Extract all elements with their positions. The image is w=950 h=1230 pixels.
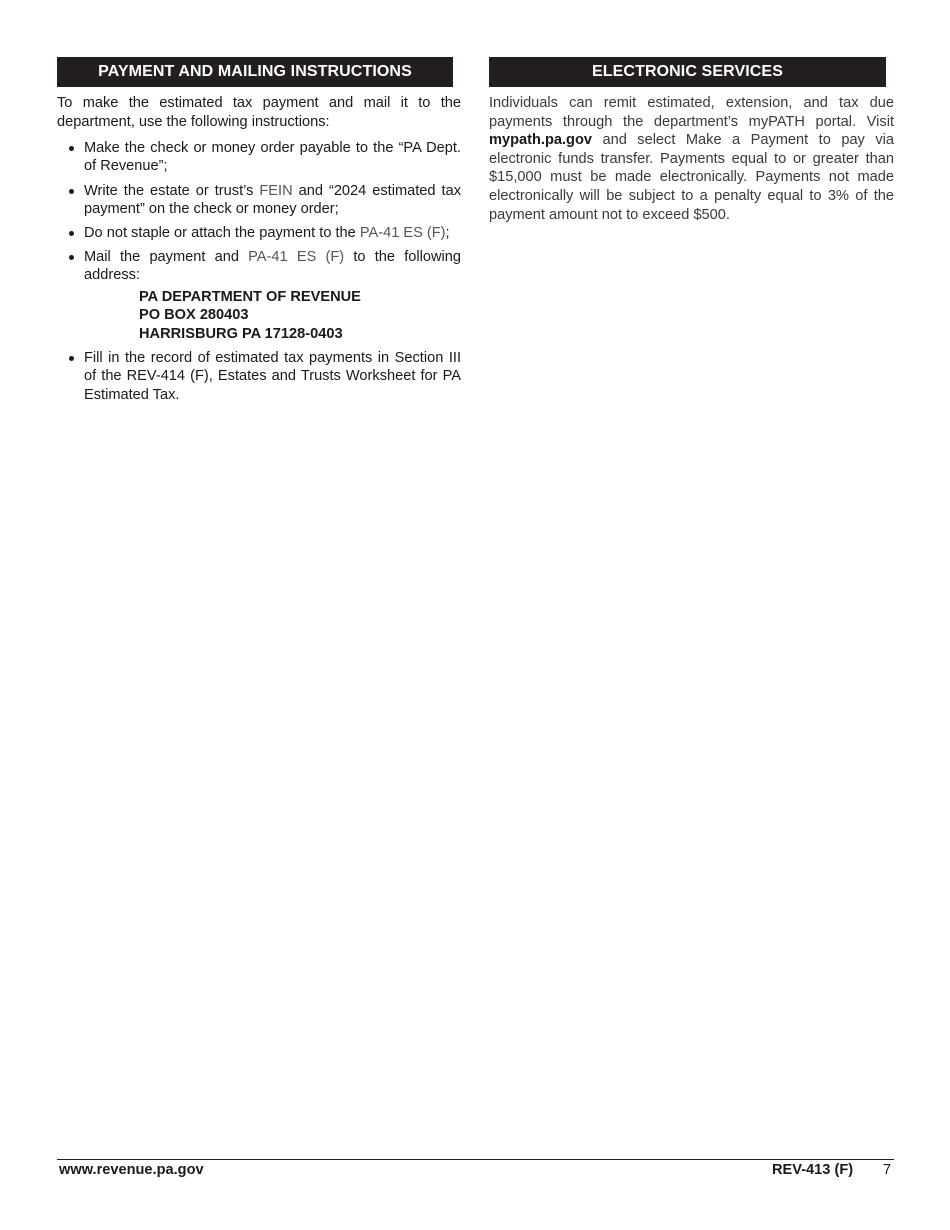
fein-text: FEIN (259, 182, 293, 199)
list-item (57, 139, 461, 175)
form-reference: PA-41 ES (F) (248, 249, 345, 266)
list-item (57, 182, 461, 218)
electronic-services-section (489, 57, 894, 224)
instruction-text: and “2024 estimated tax payment” on the check or money order; (84, 182, 461, 217)
bullet-icon (69, 146, 74, 151)
instruction-text: Write the estate or trust’s (84, 182, 260, 199)
instruction-text: Fill in the record of estimated tax payments in Section III of the REV-414 (F), Estates and Trusts Worksheet for PA Estimated Tax. (84, 350, 461, 403)
footer-divider (57, 1159, 894, 1160)
list-item (57, 224, 461, 242)
footer-website[interactable]: www.revenue.pa.gov (59, 1162, 204, 1178)
mypath-link[interactable]: mypath.pa.gov (489, 132, 592, 149)
payment-intro-text: To make the estimated tax payment and mail it to the department, use the following instructions: (57, 95, 461, 130)
electronic-services-text (489, 94, 894, 224)
mailing-address (139, 288, 461, 344)
instruction-text: Do not staple or attach the payment to the (84, 225, 360, 241)
instruction-list (57, 139, 461, 404)
instruction-text: Mail the payment and (84, 249, 249, 266)
list-item (57, 349, 461, 404)
electronic-section-heading: ELECTRONIC SERVICES (489, 57, 886, 87)
payment-section-heading: PAYMENT AND MAILING INSTRUCTIONS (57, 57, 453, 87)
address-line: HARRISBURG PA 17128-0403 (139, 325, 343, 342)
payment-instructions-section (57, 57, 461, 410)
address-line: PA DEPARTMENT OF REVENUE (139, 288, 361, 305)
instruction-text: ; (445, 225, 450, 241)
footer-form-id: REV-413 (F) (772, 1162, 854, 1178)
bullet-icon (69, 255, 74, 260)
electronic-text-part: Individuals can remit estimated, extension, and tax due payments through the department’s myPATH portal. Visit (489, 95, 894, 130)
list-item (57, 248, 461, 343)
instruction-text: to the following address: (84, 249, 461, 284)
bullet-icon (69, 356, 74, 361)
bullet-icon (69, 231, 74, 236)
instruction-text: Make the check or money order payable to the “PA Dept. of Revenue”; (84, 140, 461, 175)
form-reference: PA-41 ES (F) (359, 225, 446, 241)
electronic-text-part: and select Make a Payment to pay via electronic funds transfer. Payments equal to or greater than $15,000 must be made electronically. Payments not made electronically will be subject to a penalty equal to 3% of the payment amount not to exceed $500. (489, 132, 894, 223)
address-line: PO BOX 280403 (139, 307, 249, 324)
page-number: 7 (883, 1162, 892, 1178)
bullet-icon (69, 189, 74, 194)
